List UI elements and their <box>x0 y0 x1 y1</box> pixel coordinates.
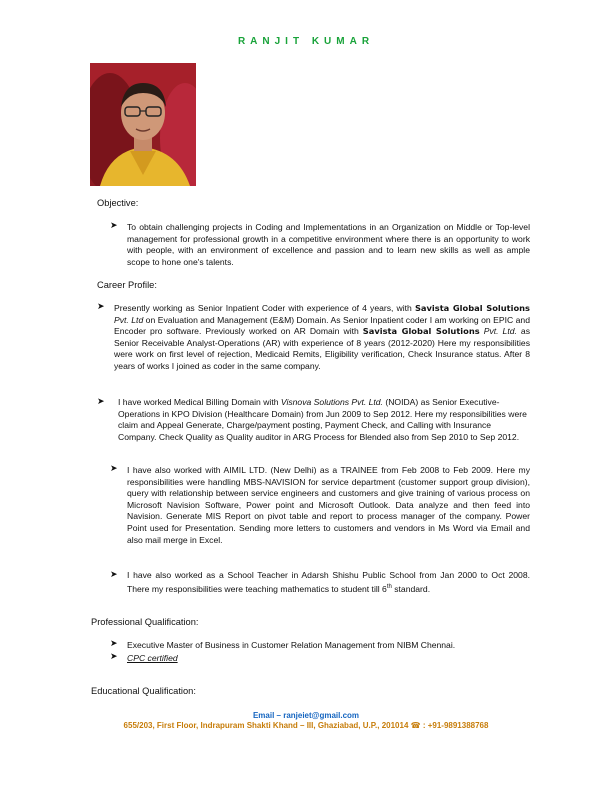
arrowhead-bullet-icon: ➤ <box>110 463 118 473</box>
profile-photo <box>90 63 196 186</box>
career-item-savista: Presently working as Senior Inpatient Coder with experience of 4 years, with Savista Global Solutions Pvt. Ltd on Evaluation and Management (E&M) Domain. As Senior Inpatient coder I am working on EPIC and Encoder pro software. Previously worked on AR Domain with Savista Global Solutions Pvt. Ltd. as Senior Receivable Analyst-Operations (AR) with experience of 8 years (2012-2020) Here my responsibilities were work on first level of rejection, Medicaid Remits, Eligibility verification, Check Insurance status. After 8 years of works I joined as coder in the same company. <box>114 303 531 371</box>
arrowhead-bullet-icon: ➤ <box>110 651 118 661</box>
educational-heading: Educational Qualification: <box>91 686 196 696</box>
company-name: Savista Global Solutions <box>414 303 530 313</box>
footer-email: Email – ranjeiet@gmail.com <box>252 711 360 720</box>
footer-address: 655/203, First Floor, Indrapuram Shakti Khand – III, Ghaziabad, U.P., 201014 <box>123 721 409 730</box>
objective-heading: Objective: <box>97 198 139 208</box>
qualification-item: Executive Master of Business in Customer Relation Management from NIBM Chennai. <box>127 640 456 650</box>
qualification-item-cpc: CPC certified <box>127 653 178 663</box>
arrowhead-bullet-icon: ➤ <box>97 396 105 406</box>
arrowhead-bullet-icon: ➤ <box>110 638 118 648</box>
telephone-icon: ☎ : <box>410 721 426 730</box>
arrowhead-bullet-icon: ➤ <box>97 301 105 311</box>
footer-phone: +91-9891388768 <box>427 721 489 730</box>
career-item-visnova: I have worked Medical Billing Domain with Visnova Solutions Pvt. Ltd. (NOIDA) as Senior Executive-Operations in KPO Division (Healthcare Domain) from Jun 2009 to Sep 2012. Here my responsibilities were claim and Appeal Generate, Charge/payment posting, Payment Check, and Calling with Insurance Company. Check Quality as Quality auditor in ARG Process for Blended also from Sep 2010 to Sep 2012. <box>118 397 527 442</box>
footer-address-line <box>0 721 612 730</box>
resume-name: RANJIT KUMAR <box>237 36 375 47</box>
objective-text: To obtain challenging projects in Coding and Implementations in an Organization on Middle or Top-level management for professional growth in a competitive environment where there is an opportunity to work with people, with an environment of excellence and passion and to learn new skills as well as ample scope to hone one's talents. <box>127 222 530 267</box>
company-name: Visnova Solutions Pvt. Ltd. <box>280 397 383 407</box>
professional-heading: Professional Qualification: <box>91 617 199 627</box>
arrowhead-bullet-icon: ➤ <box>110 220 118 230</box>
career-heading: Career Profile: <box>97 280 157 290</box>
arrowhead-bullet-icon: ➤ <box>110 569 118 579</box>
career-item-aimil: I have also worked with AIMIL LTD. (New Delhi) as a TRAINEE from Feb 2008 to Feb 2009. Here my responsibilities were handling MBS-NAVISION for service department (customer support group division), query with relationship between service engineers and customers and give training of various process on Microsoft Navision Software, Power point and Microsoft Outlook. Data analyze and then feed into Navision. Generate MIS Report on pivot table and report to process manager of the company. Power Point used for Presentation. Sending more letters to customers and vendors in Ms Word via Email and also mail merge in Excel. <box>127 465 530 545</box>
company-name: Savista Global Solutions <box>362 326 480 337</box>
career-item-teacher: I have also worked as a School Teacher in Adarsh Shishu Public School from Jan 2000 to Oct 2008. There my responsibilities were teaching mathematics to student till 6th standard. <box>127 570 530 594</box>
